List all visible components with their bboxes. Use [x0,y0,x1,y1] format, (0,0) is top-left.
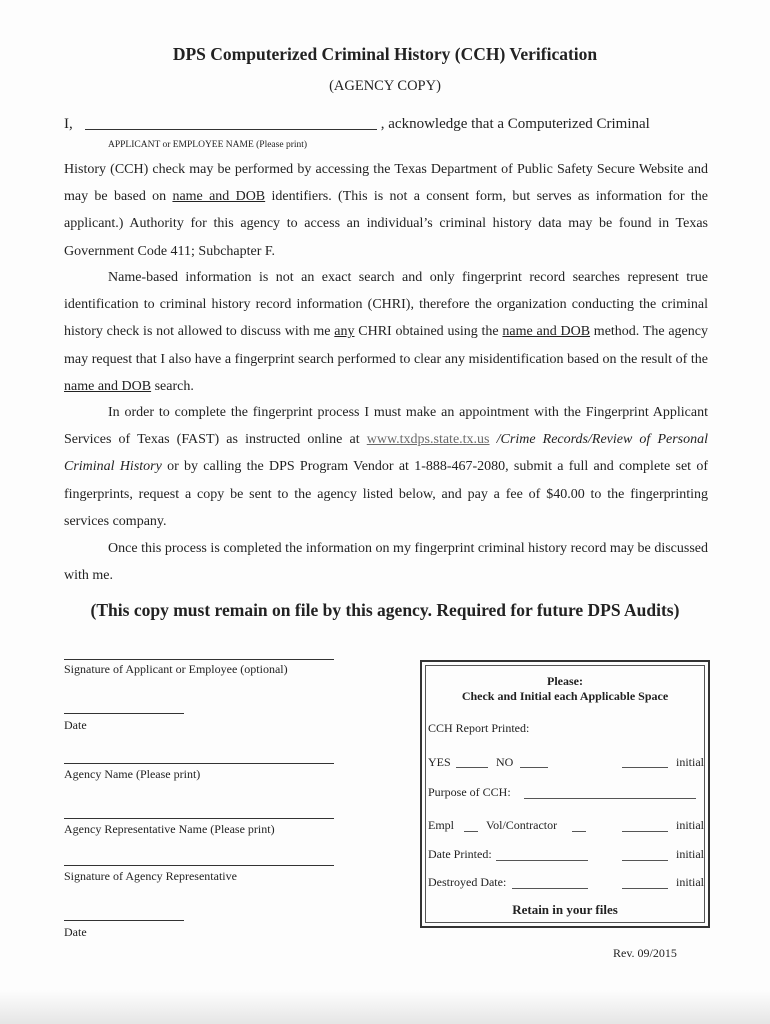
ack-prefix: I, [64,116,73,132]
audit-notice: (This copy must remain on file by this agency. Required for future DPS Audits) [90,600,680,620]
scan-fade [0,990,770,1024]
destroyed-date-label: Destroyed Date: [428,875,507,889]
purpose-initial-field[interactable] [622,821,668,832]
ack-suffix: , acknowledge that a Computerized Criminal [380,116,650,132]
agency-rep-signature-label: Signature of Agency Representative [64,869,237,883]
box-heading-instructions: Check and Initial each Applicable Space [461,689,669,703]
revision-date: Rev. 09/2015 [613,946,677,960]
applicant-name-field[interactable] [85,115,377,130]
para1-text-1: History (CCH) check may be performed by accessing the Texas Department of Public Safety Secure Website and may be based on [64,162,708,205]
para1-text-2: identifiers. (This is not a consent form, but serves as information for the applicant.) Authority for this agency to access an individual’s criminal history data may be found in Texas Government Code 411; Subchapter F. [64,189,708,259]
no-label: NO [496,755,514,769]
initial-label-2: initial [676,818,704,832]
page-subtitle: (AGENCY COPY) [329,78,441,94]
date-printed-field[interactable] [496,850,588,861]
date-printed-initial-field[interactable] [622,850,668,861]
cch-printed-label: CCH Report Printed: [428,721,530,735]
date-label-2: Date [64,925,87,939]
vol-contractor-label: Vol/Contractor [486,818,558,832]
paragraph-1 [64,156,708,265]
para4-text: Once this process is completed the information on my fingerprint criminal history record may be discussed with me. [64,541,708,584]
retain-note: Retain in your files [512,902,618,917]
para3-italic: /Crime Records/Review of Personal Criminal History [64,432,708,475]
purpose-field[interactable] [524,788,696,799]
applicant-signature-line[interactable] [64,659,334,660]
para2-text-3: method. The agency may request that I also have a fingerprint search performed to clear any misidentification based on the result of the [64,324,708,367]
date-line-2[interactable] [64,920,184,921]
applicant-signature-label: Signature of Applicant or Employee (optional) [64,662,288,676]
para2-underline-2: name and DOB [502,324,591,340]
cch-printed-initial-field[interactable] [622,757,668,768]
date-label-1: Date [64,718,87,732]
applicant-name-caption: APPLICANT or EMPLOYEE NAME (Please print) [108,140,308,150]
para2-underline-3: name and DOB [64,378,152,394]
initial-label-4: initial [676,875,704,889]
empl-check-field[interactable] [464,821,478,832]
para2-text-4: search. [151,378,194,394]
yes-label: YES [428,755,451,769]
agency-rep-signature-line[interactable] [64,865,334,866]
para3-text-2: or by calling the DPS Program Vendor at 1-888-467-2080, submit a full and complete set of fingerprints, request a copy be sent to the agency listed below, and pay a fee of $40.00 to the fingerprinting services company. [64,459,708,529]
initial-label-1: initial [676,755,704,769]
para2-text-1: Name-based information is not an exact search and only fingerprint record searches represent true identification to criminal history record information (CHRI), therefore the organization conducting the criminal history check is not allowed to discuss with me [64,270,708,340]
paragraph-4 [64,535,708,589]
para2-text-2: CHRI obtained using the [354,324,503,340]
box-heading-please: Please: [547,674,583,688]
yes-check-field[interactable] [456,757,488,768]
page-title: DPS Computerized Criminal History (CCH) Verification [172,44,598,64]
para3-text-1: In order to complete the fingerprint process I must make an appointment with the Fingerprint Applicant Services of Texas (FAST) as instructed online at [64,405,708,448]
initial-label-3: initial [676,847,704,861]
acknowledgement-line [64,115,709,133]
date-line-1[interactable] [64,713,184,714]
vol-contractor-check-field[interactable] [572,821,586,832]
para2-underline-1: any [334,324,355,340]
agency-name-label: Agency Name (Please print) [64,767,201,781]
date-printed-label: Date Printed: [428,847,492,861]
para1-underline-1: name and DOB [172,189,266,205]
destroyed-date-field[interactable] [512,878,588,889]
purpose-label: Purpose of CCH: [428,785,511,799]
destroyed-initial-field[interactable] [622,878,668,889]
agency-rep-name-line[interactable] [64,818,334,819]
dps-website-link[interactable]: www.txdps.state.tx.us [366,432,490,448]
no-check-field[interactable] [520,757,548,768]
agency-rep-name-label: Agency Representative Name (Please print) [64,822,275,836]
empl-label: Empl [428,818,454,832]
agency-name-line[interactable] [64,763,334,764]
paragraph-2 [64,264,708,400]
paragraph-3 [64,399,708,535]
